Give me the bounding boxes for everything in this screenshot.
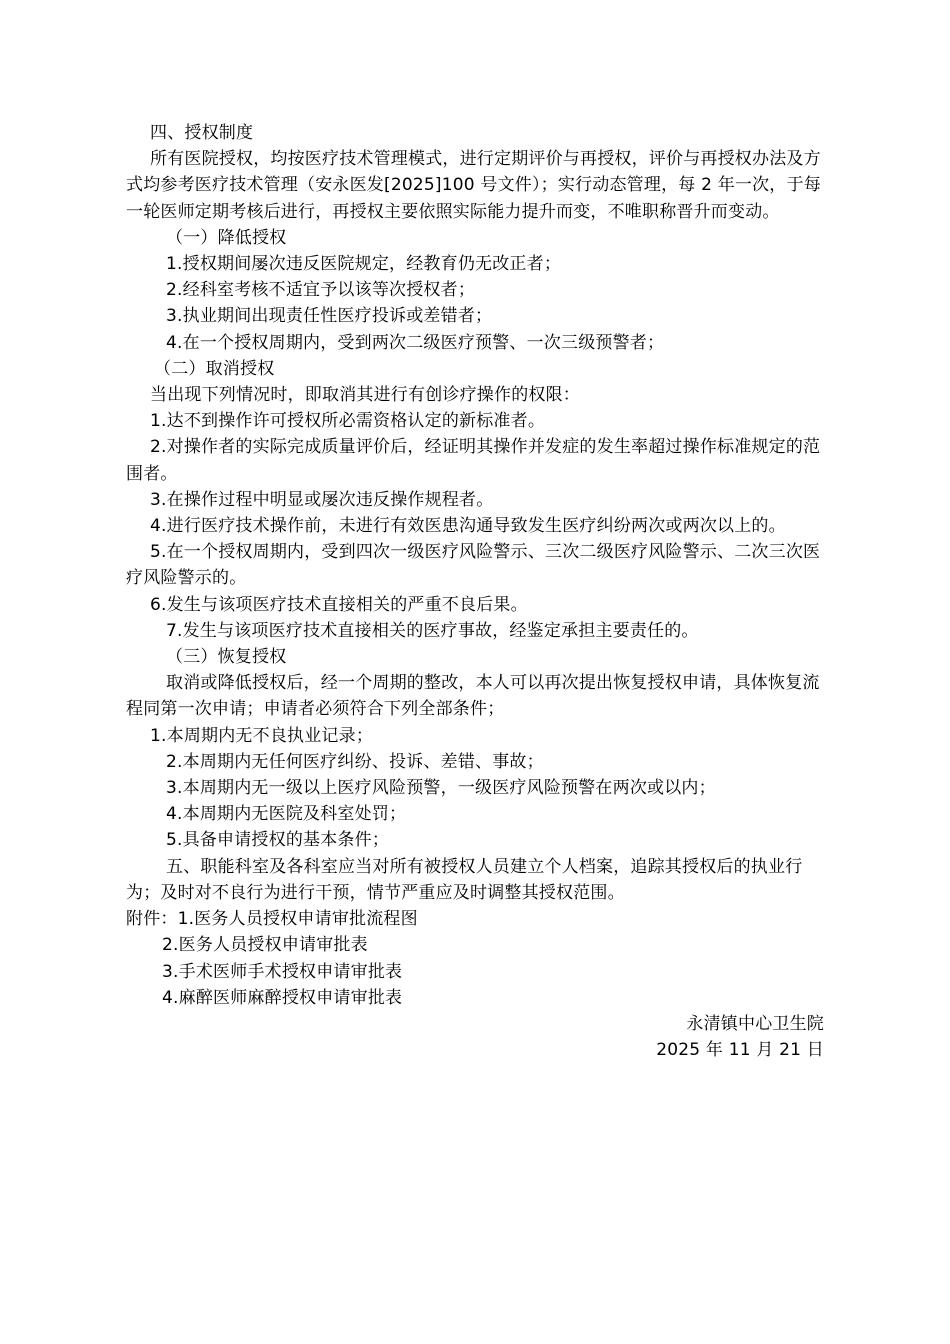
list-item: 3.本周期内无一级以上医疗风险预警，一级医疗风险预警在两次或以内；: [166, 778, 716, 799]
sub-two-title: （二）取消授权: [154, 358, 275, 379]
list-item: 5.在一个授权周期内，受到四次一级医疗风险警示、三次二级医疗风险警示、二次三次医疗风险警示的。: [126, 542, 821, 589]
list-item: 4.本周期内无医院及科室处罚；: [166, 804, 407, 825]
list-item: 5.具备申请授权的基本条件；: [166, 830, 390, 851]
document-body: [126, 120, 826, 1063]
list-item: 4.在一个授权周期内，受到两次二级医疗预警、一次三级预警者；: [166, 332, 665, 353]
section-four-body: 所有医院授权，均按医疗技术管理模式，进行定期评价与再授权，评价与再授权办法及方式均参考医疗技术管理（安永医发[2025]100 号文件）；实行动态管理，每 2 年一次，于每一轮医师定期考核后进行，再授权主要依照实际能力提升而变，不唯职称晋升而变动。: [126, 149, 821, 222]
list-item: 1.本周期内无不良执业记录；: [150, 725, 374, 746]
signature-org: 永清镇中心卫生院: [686, 1013, 824, 1034]
attachments-label: 附件：: [126, 909, 178, 930]
list-item: 3.在操作过程中明显或屡次违反操作规程者。: [150, 489, 494, 510]
signature-date: 2025 年 11 月 21 日: [656, 1040, 824, 1061]
section-four-title: 四、授权制度: [150, 123, 254, 143]
attachment-line: [126, 906, 826, 932]
list-item: 4.进行医疗技术操作前，未进行有效医患沟通导致发生医疗纠纷两次或两次以上的。: [150, 516, 786, 537]
sub-one-title: （一）降低授权: [166, 227, 287, 248]
list-item: 2.经科室考核不适宜予以该等次授权者；: [166, 280, 476, 301]
list-item: 2.对操作者的实际完成质量评价后，经证明其操作并发症的发生率超过操作标准规定的范围者。: [126, 437, 821, 484]
attachment-item: 2.医务人员授权申请审批表: [162, 935, 368, 956]
list-item: 1.达不到操作许可授权所必需资格认定的新标准者。: [150, 411, 546, 432]
list-item: 1.授权期间屡次违反医院规定，经教育仍无改正者；: [166, 254, 562, 275]
sub-three-title: （三）恢复授权: [166, 647, 287, 668]
sub-three-intro: 取消或降低授权后，经一个周期的整改，本人可以再次提出恢复授权申请，具体恢复流程同第一次申请；申请者必须符合下列全部条件；: [126, 673, 820, 720]
attachment-item: 3.手术医师手术授权申请审批表: [162, 961, 403, 982]
attachment-item: 4.麻醉医师麻醉授权申请审批表: [162, 987, 403, 1008]
list-item: 7.发生与该项医疗技术直接相关的医疗事故，经鉴定承担主要责任的。: [166, 620, 699, 641]
list-item: 6.发生与该项医疗技术直接相关的严重不良后果。: [150, 594, 528, 615]
sub-two-intro: 当出现下列情况时，即取消其进行有创诊疗操作的权限：: [150, 385, 580, 406]
list-item: 3.执业期间出现责任性医疗投诉或差错者；: [166, 306, 493, 327]
section-five: 五、职能科室及各科室应当对所有被授权人员建立个人档案，追踪其授权后的执业行为；及时对不良行为进行干预，情节严重应及时调整其授权范围。: [126, 856, 803, 903]
attachment-item: 1.医务人员授权申请审批流程图: [177, 909, 418, 930]
list-item: 2.本周期内无任何医疗纠纷、投诉、差错、事故；: [166, 751, 544, 772]
